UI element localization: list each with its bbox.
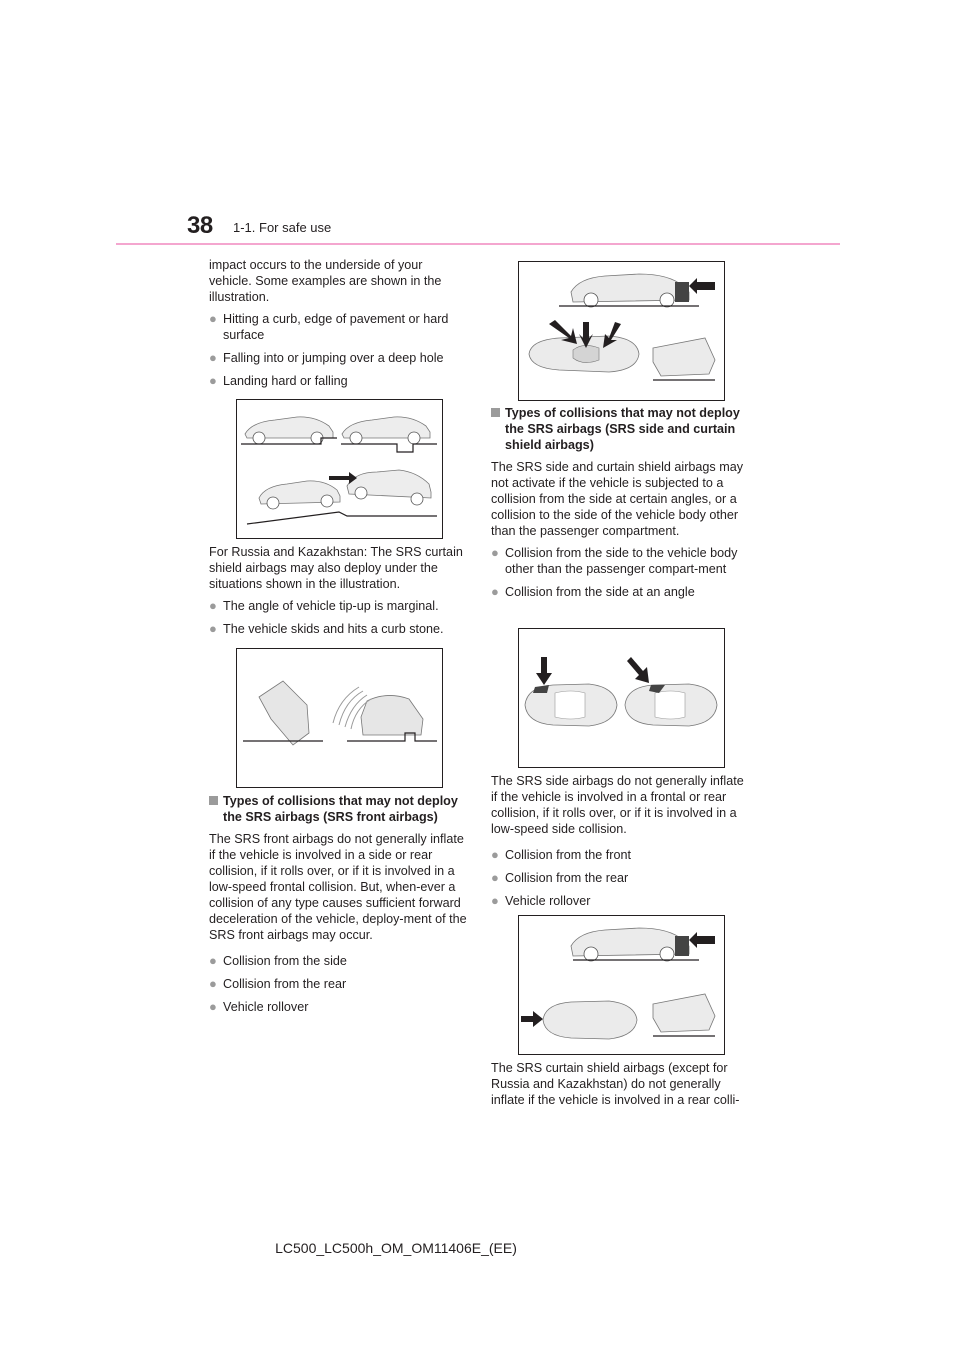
collision-types-illustration [518, 261, 725, 401]
list-item: ● Collision from the front [491, 847, 631, 862]
underside-impact-illustration [236, 399, 443, 539]
list-item: ● Landing hard or falling [209, 373, 348, 388]
list-item: ● Vehicle rollover [491, 893, 591, 908]
left-column [209, 257, 467, 396]
footer-code: LC500_LC500h_OM_OM11406E_(EE) [275, 1240, 517, 1256]
russia-note: For Russia and Kazakhstan: The SRS curtain shield airbags may also deploy under the situations shown in the illustration. [209, 545, 463, 591]
section-heading: Types of collisions that may not deploy the SRS airbags (SRS front airbags) [209, 793, 467, 825]
section-title: 1-1. For safe use [233, 220, 332, 235]
intro-paragraph: impact occurs to the underside of your vehicle. Some examples are shown in the illustration. [209, 258, 442, 304]
side-airbag-note-block [491, 773, 749, 916]
curtain-note-block [491, 1060, 749, 1114]
side-airbag-text: The SRS side airbags do not generally inflate if the vehicle is involved in a frontal or rear collision, if it rolls over, or if it is involved in a low-speed side collision. [491, 774, 744, 836]
page-number: 38 [187, 212, 213, 239]
list-item: ● Collision from the side [209, 953, 347, 968]
list-item: ● Collision from the side to the vehicle body other than the passenger compart-ment [491, 545, 738, 576]
list-item: ● Hitting a curb, edge of pavement or hard surface [209, 311, 449, 342]
section-heading: Types of collisions that may not deploy the SRS airbags (SRS side and curtain shield airbags) [491, 405, 749, 453]
header-divider [116, 243, 840, 245]
list-item: ● Vehicle rollover [209, 999, 309, 1014]
side-airbag-section [491, 405, 749, 607]
side-curtain-text: The SRS side and curtain shield airbags may not activate if the vehicle is subjected to a collision from the side at certain angles, or a collision to the side of the vehicle body other than the passenger compartment. [491, 460, 744, 538]
side-collision-illustration [518, 628, 725, 768]
list-item: ● Collision from the rear [491, 870, 629, 885]
curtain-text: The SRS curtain shield airbags (except for Russia and Kazakhstan) do not generally inflate if the vehicle is involved in a rear colli- [491, 1061, 740, 1107]
tip-up-illustration [236, 648, 443, 788]
russia-note-block [209, 544, 467, 644]
front-airbag-section [209, 793, 467, 1022]
list-item: ● Collision from the side at an angle [491, 584, 695, 599]
list-item: ● Collision from the rear [209, 976, 347, 991]
front-airbag-text: The SRS front airbags do not generally inflate if the vehicle is involved in a side or rear collision, if it rolls over, or if it is involved in a low-speed frontal collision. But, when-ever a collision of any type causes sufficient forward deceleration of the vehicle, deploy-ment of the SRS front airbags may occur. [209, 832, 467, 942]
list-item: ● Falling into or jumping over a deep hole [209, 350, 444, 365]
curtain-collision-illustration [518, 915, 725, 1055]
list-item: ● The angle of vehicle tip-up is marginal. [209, 598, 439, 613]
footer-code-wrapper [0, 1240, 960, 1256]
list-item: ● The vehicle skids and hits a curb stone. [209, 621, 444, 636]
